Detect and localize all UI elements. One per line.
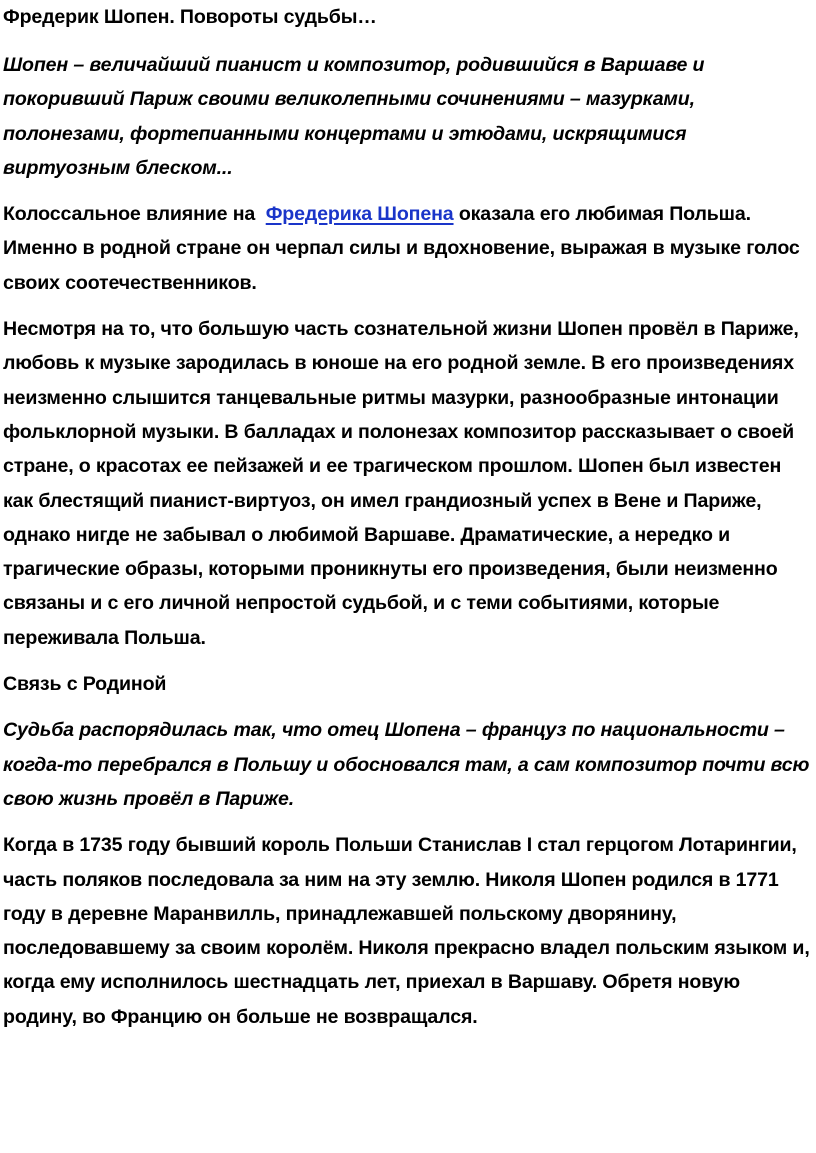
fate-paragraph: Судьба распорядилась так, что отец Шопена – француз по национальности – когда-то перебрался в Польшу и обосновался там, а сам композитор почти всю свою жизнь провёл в Париже. [3,719,810,810]
chopin-link[interactable]: Фредерика Шопена [265,203,454,226]
history-paragraph: Когда в 1735 году бывший король Польши Станислав I стал герцогом Лотарингии, часть поляков последовала за ним на эту землю. Николя Шопен родился в 1771 году в деревне Маранвилль, принадлежавшей польскому дворянину, последовавшему за своим королём. Николя прекрасно владел польским языком и, когда ему исполнилось шестнадцать лет, приехал в Варшаву. Обретя новую родину, во Францию он больше не возвращался. [3,834,810,1028]
intro-paragraph: Шопен – величайший пианист и композитор, родившийся в Варшаве и покоривший Париж своими великолепными сочинениями – мазурками, полонезами, фортепианными концертами и этюдами, искрящимися виртуозным блеском... [3,54,705,179]
influence-paragraph [3,197,810,300]
document-title: Фредерик Шопен. Повороты судьбы… [3,6,377,28]
influence-text-start: Колоссальное влияние на [3,203,261,226]
section-heading: Связь с Родиной [3,673,167,696]
influence-text-end: оказала его любимая Польша. Именно в родной стране он черпал силы и вдохновение, выражая в музыке голос своих соотечественников. [3,203,800,294]
paris-paragraph: Несмотря на то, что большую часть сознательной жизни Шопен провёл в Париже, любовь к музыке зародилась в юноше на его родной земле. В его произведениях неизменно слышится танцевальные ритмы мазурки, разнообразные интонации фольклорной музыки. В балладах и полонезах композитор рассказывает о своей стране, о красотах ее пейзажей и ее трагическом прошлом. Шопен был известен как блестящий пианист-виртуоз, он имел грандиозный успех в Вене и Париже, однако нигде не забывал о любимой Варшаве. Драматические, а нередко и трагические образы, которыми проникнуты его произведения, были неизменно связаны и с его личной непростой судьбой, и с теми событиями, которые переживала Польша. [3,318,799,649]
